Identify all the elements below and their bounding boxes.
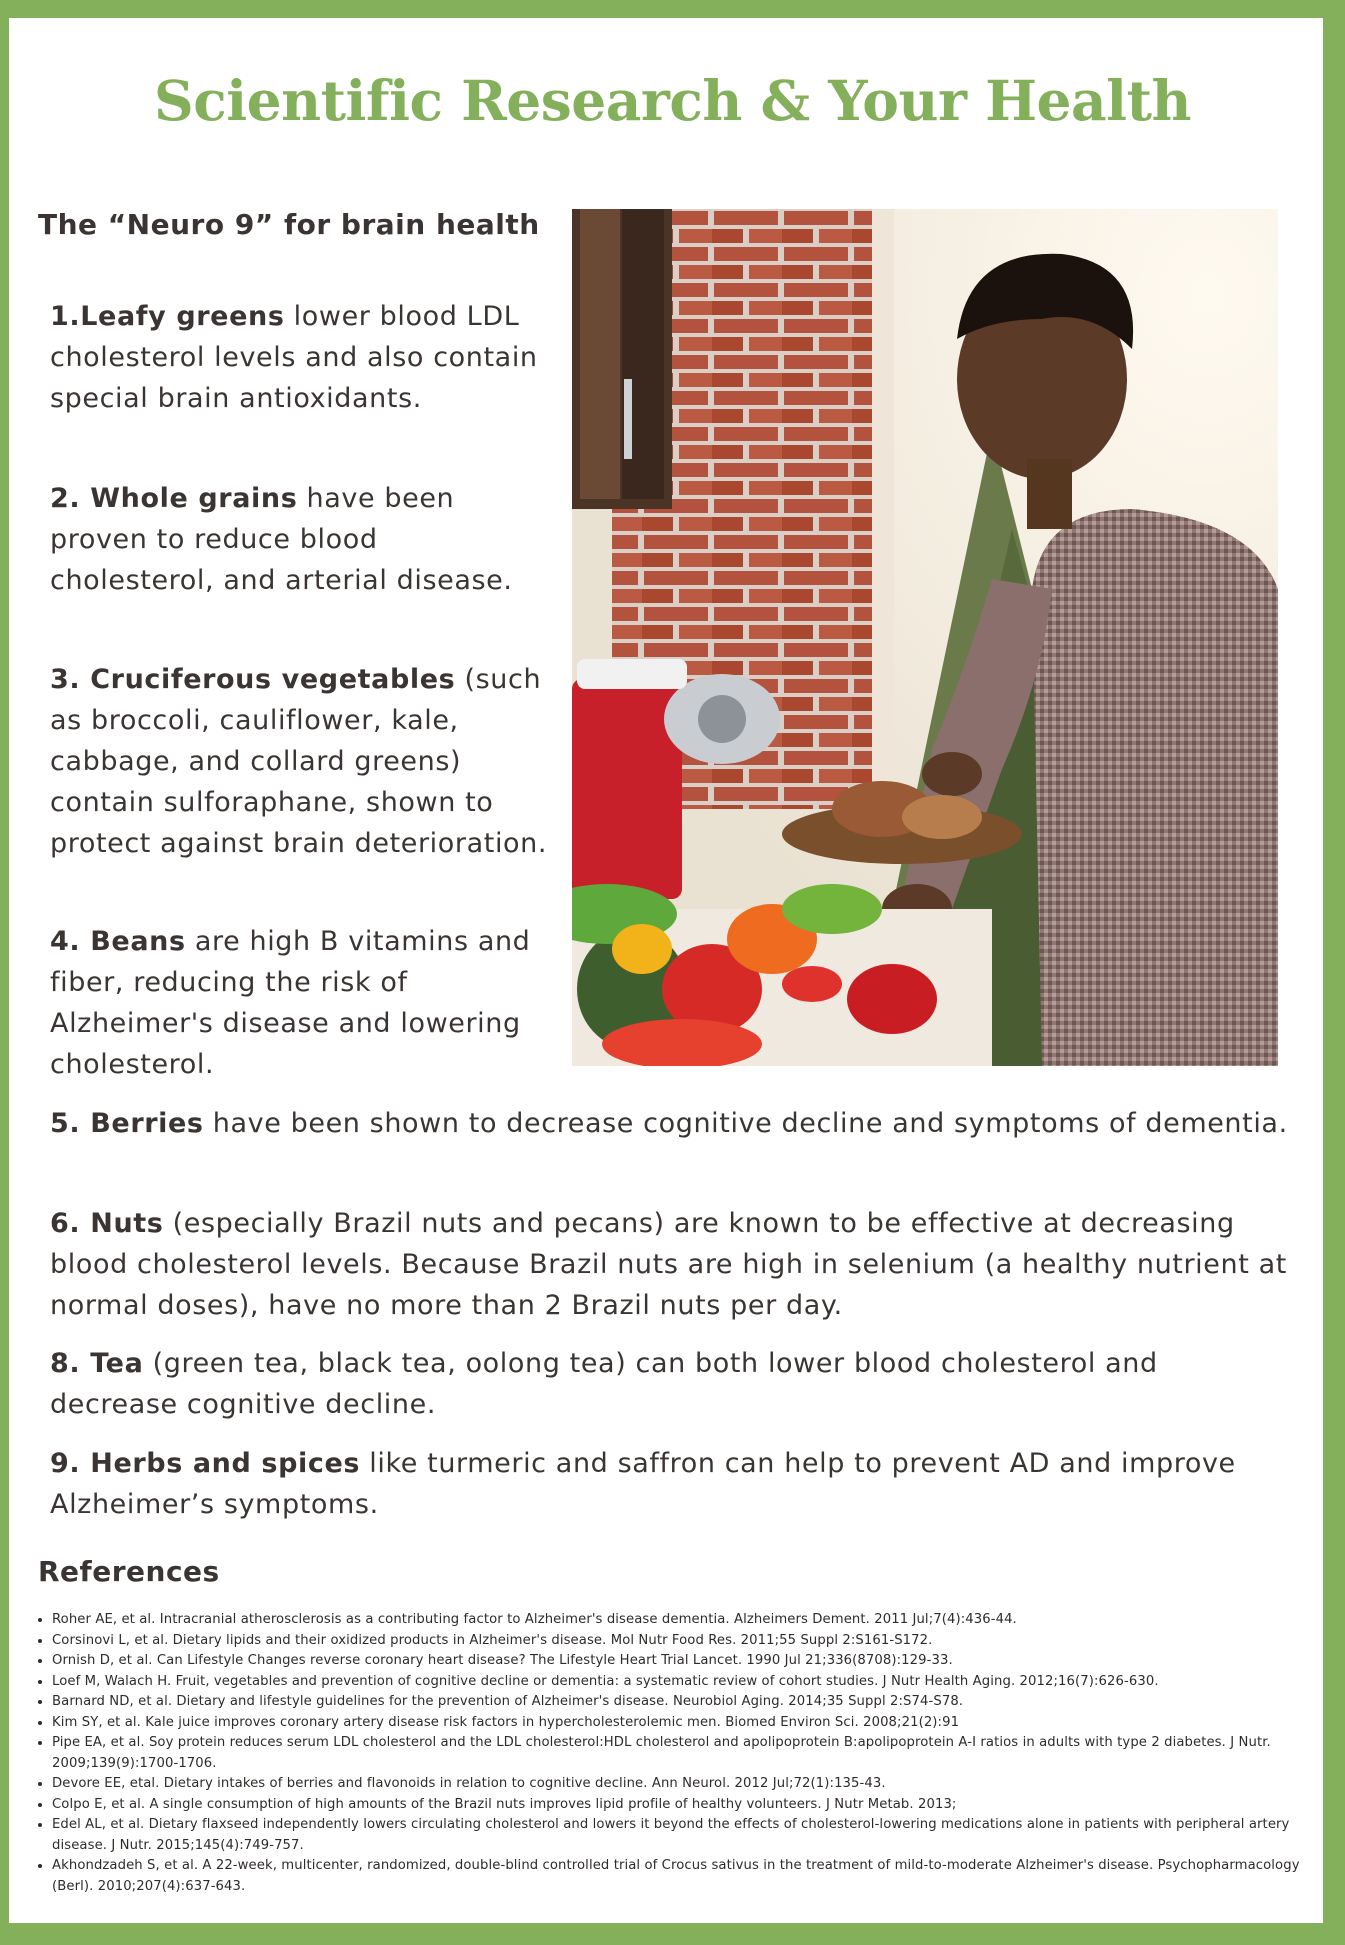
item-text: (green tea, black tea, oolong tea) can both lower blood cholesterol and decrease cognitive decline.: [50, 1348, 1158, 1420]
item-text: (especially Brazil nuts and pecans) are known to be effective at decreasing blood cholesterol levels. Because Brazil nuts are high in selenium (a healthy nutrient at normal doses), have no more than 2 Brazil nuts per day.: [50, 1208, 1287, 1321]
item-text: lower blood LDL cholesterol levels and also contain special brain antioxidants.: [50, 301, 538, 414]
item-lead: 8. Tea: [50, 1348, 144, 1379]
cooking-photo: [572, 209, 1278, 1066]
item-lead: 1.Leafy greens: [50, 301, 285, 332]
reference-item: • Barnard ND, et al. Dietary and lifestyle guidelines for the prevention of Alzheimer's disease. Neurobiol Aging. 2014;35 Suppl 2:S74-S78.: [52, 1692, 1322, 1713]
page-title: Scientific Research & Your Health: [154, 68, 1191, 133]
reference-item: • Edel AL, et al. Dietary flaxseed independently lowers circulating cholesterol and lowers it beyond the effects of cholesterol-lowering medications alone in patients with peripheral artery disease. J Nutr. 2015;145(4):749-757.: [52, 1815, 1322, 1856]
reference-item: • Corsinovi L, et al. Dietary lipids and their oxidized products in Alzheimer's disease. Mol Nutr Food Res. 2011;55 Suppl 2:S161-S172.: [52, 1631, 1322, 1652]
list-item: [50, 1443, 1290, 1525]
item-text: like turmeric and saffron can help to prevent AD and improve Alzheimer’s symptoms.: [50, 1448, 1236, 1520]
item-lead: 5. Berries: [50, 1108, 204, 1139]
reference-item: • Loef M, Walach H. Fruit, vegetables and prevention of cognitive decline or dementia: a systematic review of cohort studies. J Nutr Health Aging. 2012;16(7):626-630.: [52, 1672, 1322, 1693]
item-text: (such as broccoli, cauliflower, kale, cabbage, and collard greens) contain sulforaphane, shown to protect against brain deterioration.: [50, 664, 548, 859]
list-item: [50, 1103, 1290, 1144]
reference-item: • Roher AE, et al. Intracranial atherosclerosis as a contributing factor to Alzheimer's disease dementia. Alzheimers Dement. 2011 Jul;7(4):436-44.: [52, 1610, 1322, 1631]
section-heading: The “Neuro 9” for brain health: [38, 208, 540, 241]
item-text: are high B vitamins and fiber, reducing the risk of Alzheimer's disease and lowering cholesterol.: [50, 926, 531, 1080]
references-heading: References: [38, 1555, 220, 1588]
list-item: [50, 478, 550, 601]
reference-item: • Akhondzadeh S, et al. A 22-week, multicenter, randomized, double-blind controlled trial of Crocus sativus in the treatment of mild-to-moderate Alzheimer's disease. Psychopharmacology (Berl). 2010;207(4):637-643.: [52, 1856, 1322, 1897]
reference-item: • Colpo E, et al. A single consumption of high amounts of the Brazil nuts improves lipid profile of healthy volunteers. J Nutr Metab. 2013;: [52, 1795, 1322, 1816]
item-lead: 6. Nuts: [50, 1208, 164, 1239]
list-item: [50, 1343, 1290, 1425]
item-text: have been shown to decrease cognitive decline and symptoms of dementia.: [203, 1108, 1288, 1139]
references-list: [30, 1610, 1322, 1897]
reference-item: • Kim SY, et al. Kale juice improves coronary artery disease risk factors in hypercholesterolemic men. Biomed Environ Sci. 2008;21(2):91: [52, 1713, 1322, 1734]
reference-item: • Ornish D, et al. Can Lifestyle Changes reverse coronary heart disease? The Lifestyle Heart Trial Lancet. 1990 Jul 21;336(8708):129-33.: [52, 1651, 1322, 1672]
photo-man-cooking-vegetables-icon: [572, 209, 1278, 1066]
item-lead: 2. Whole grains: [50, 483, 298, 514]
item-lead: 4. Beans: [50, 926, 186, 957]
list-item: [50, 296, 550, 419]
item-lead: 3. Cruciferous vegetables: [50, 664, 456, 695]
list-item: [50, 921, 550, 1085]
reference-item: • Pipe EA, et al. Soy protein reduces serum LDL cholesterol and the LDL cholesterol:HDL cholesterol and apolipoprotein B:apolipoprotein A-I ratios in adults with type 2 diabetes. J Nutr. 2009;139(9):1700-1706.: [52, 1733, 1322, 1774]
item-lead: 9. Herbs and spices: [50, 1448, 361, 1479]
list-item: [50, 659, 550, 864]
reference-item: • Devore EE, etal. Dietary intakes of berries and flavonoids in relation to cognitive decline. Ann Neurol. 2012 Jul;72(1):135-43.: [52, 1774, 1322, 1795]
item-text: have been proven to reduce blood cholesterol, and arterial disease.: [50, 483, 513, 596]
list-item: [50, 1203, 1290, 1326]
